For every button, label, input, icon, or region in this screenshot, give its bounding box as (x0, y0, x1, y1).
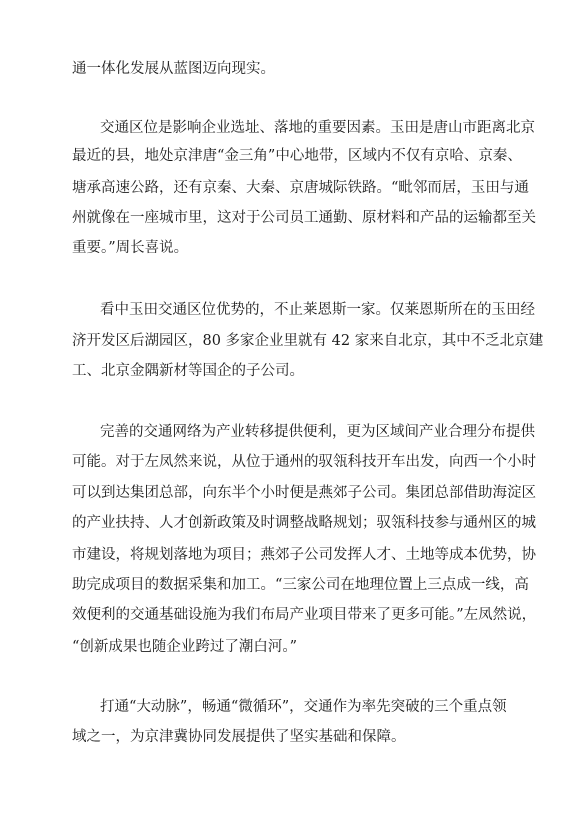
paragraph-3-line-1: 看中玉田交通区位优势的，不止莱恩斯一家。仅莱恩斯所在的玉田经 (100, 302, 535, 318)
paragraph-3-line-3: 工、北京金隅新材等国企的子公司。 (72, 363, 304, 379)
paragraph-3-line-2: 济开发区后湖园区，80 多家企业里就有 42 家来自北京，其中不乏北京建 (72, 333, 544, 349)
paragraph-4-line-3: 可以到达集团总部，向东半个小时便是燕郊子公司。集团总部借助海淀区 (72, 485, 536, 501)
paragraph-5-line-1: 打通“大动脉”，畅通“微循环”，交通作为率先突破的三个重点领 (100, 699, 507, 715)
paragraph-4-line-1: 完善的交通网络为产业转移提供便利，更为区域间产业合理分布提供 (100, 424, 535, 440)
paragraph-2-line-1: 交通区位是影响企业选址、落地的重要因素。玉田是唐山市距离北京 (100, 120, 535, 136)
paragraph-4-line-4: 的产业扶持、人才创新政策及时调整战略规划；驭瓴科技参与通州区的城 (72, 515, 536, 531)
paragraph-2-line-3: 塘承高速公路，还有京秦、大秦、京唐城际铁路。“毗邻而居，玉田与通 (72, 180, 529, 196)
paragraph-2-line-5: 重要。”周长喜说。 (72, 240, 189, 256)
paragraph-2-line-4: 州就像在一座城市里，这对于公司员工通勤、原材料和产品的运输都至关 (72, 210, 536, 226)
paragraph-1-line-1: 通一体化发展从蓝图迈向现实。 (72, 61, 275, 77)
paragraph-5-line-2: 域之一，为京津冀协同发展提供了坚实基础和保障。 (72, 729, 406, 745)
paragraph-4-line-2: 可能。对于左凤然来说，从位于通州的驭瓴科技开车出发，向西一个小时 (72, 454, 536, 470)
paragraph-4-line-7: 效便利的交通基础设施为我们布局产业项目带来了更多可能。”左凤然说， (72, 607, 537, 623)
paragraph-4-line-5: 市建设，将规划落地为项目；燕郊子公司发挥人才、土地等成本优势，协 (72, 547, 536, 563)
paragraph-4-line-6: 助完成项目的数据采集和加工。“三家公司在地理位置上三点成一线，高 (72, 577, 529, 593)
paragraph-4-line-8: “创新成果也随企业跨过了潮白河。” (72, 639, 298, 655)
paragraph-2-line-2: 最近的县，地处京津唐“金三角”中心地带，区域内不仅有京哈、京秦、 (72, 148, 522, 164)
